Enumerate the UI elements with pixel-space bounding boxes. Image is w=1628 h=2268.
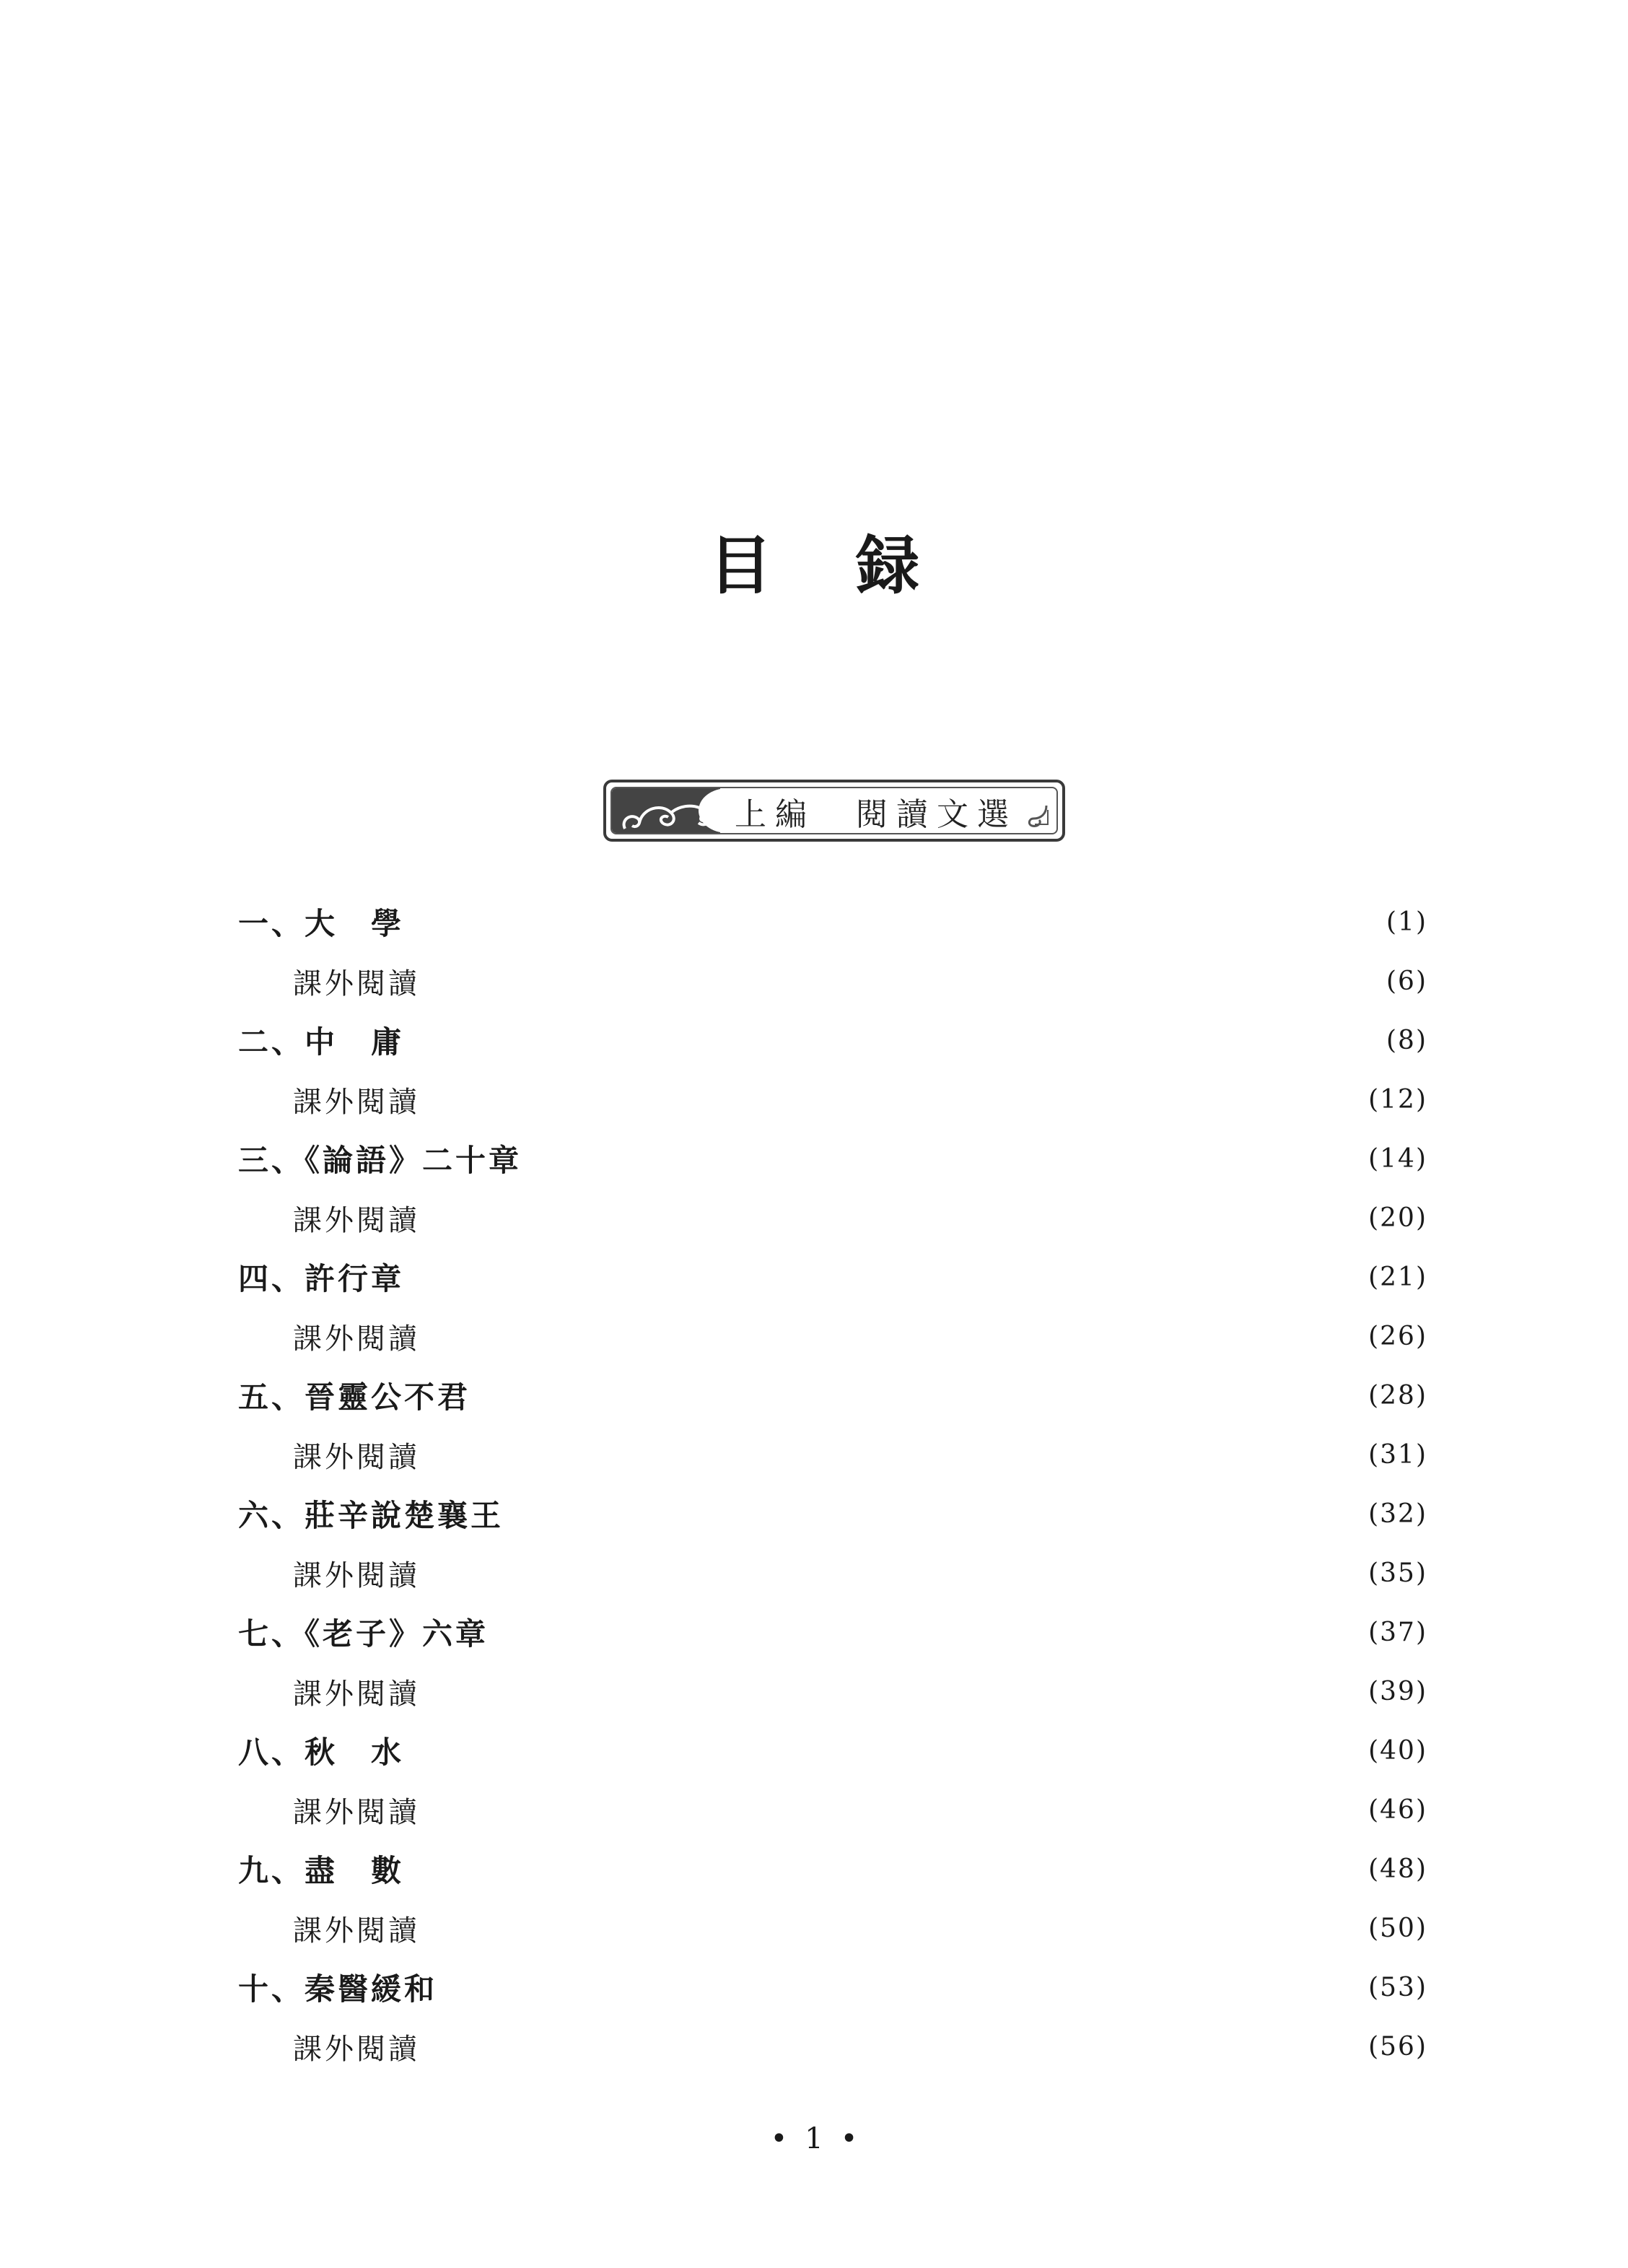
footer-bullet: • bbox=[770, 2122, 788, 2155]
page-footer bbox=[0, 2122, 1628, 2155]
toc-entry-title: 課外閱讀 bbox=[293, 1440, 420, 1474]
toc-entry[interactable] bbox=[238, 1898, 1427, 1958]
toc-entry[interactable] bbox=[238, 1247, 1427, 1307]
dot-leader bbox=[546, 1144, 1351, 1173]
title-char: 録 bbox=[856, 528, 920, 603]
dot-leader bbox=[428, 1262, 1351, 1291]
toc-entry-title: 二、中 庸 bbox=[238, 1024, 405, 1060]
dot-leader bbox=[430, 1322, 1351, 1351]
toc-entry-title: 六、莊辛說楚襄王 bbox=[238, 1498, 517, 1533]
toc-page-number: (20) bbox=[1368, 1203, 1427, 1233]
toc-entry[interactable] bbox=[238, 1780, 1427, 1839]
toc-page-number: (12) bbox=[1368, 1084, 1427, 1115]
toc-entry-title: 課外閱讀 bbox=[293, 2032, 420, 2066]
dot-leader bbox=[430, 1085, 1351, 1114]
toc-entry[interactable] bbox=[238, 1188, 1427, 1247]
dot-leader bbox=[414, 907, 1351, 936]
toc-entry[interactable] bbox=[238, 1602, 1427, 1662]
dot-leader bbox=[461, 1973, 1351, 2002]
toc-entry[interactable] bbox=[238, 1839, 1427, 1898]
dot-leader bbox=[528, 1499, 1351, 1528]
toc-page-number: (14) bbox=[1368, 1143, 1427, 1174]
toc-entry-title: 八、秋 水 bbox=[238, 1735, 418, 1770]
banner-frame bbox=[610, 787, 1058, 834]
toc-page-number: (1) bbox=[1386, 907, 1427, 937]
toc-page-number: (39) bbox=[1368, 1676, 1427, 1706]
toc-entry-title: 課外閱讀 bbox=[293, 1914, 420, 1948]
toc-entry[interactable] bbox=[238, 1425, 1427, 1484]
dot-leader bbox=[430, 1440, 1351, 1469]
dot-leader bbox=[428, 1854, 1351, 1883]
toc-entry[interactable] bbox=[238, 1662, 1427, 1721]
dot-leader bbox=[430, 1203, 1351, 1232]
page-title bbox=[0, 525, 1628, 605]
toc-entry-title: 九、盡 數 bbox=[238, 1853, 418, 1888]
toc-entry-title: 五、晉靈公不君 bbox=[238, 1379, 484, 1415]
toc-entry-title: 四、許行章 bbox=[238, 1261, 418, 1296]
dot-leader bbox=[414, 1026, 1351, 1055]
toc-entry-title: 課外閱讀 bbox=[293, 1795, 420, 1829]
toc-page-number: (37) bbox=[1368, 1617, 1427, 1647]
dot-leader bbox=[428, 1736, 1351, 1765]
toc-entry[interactable] bbox=[238, 1011, 1427, 1070]
dot-leader bbox=[430, 1914, 1351, 1942]
toc-entry-title: 十、秦醫緩和 bbox=[238, 1971, 451, 2007]
dot-leader bbox=[512, 1618, 1351, 1647]
toc-entry[interactable] bbox=[238, 1307, 1427, 1366]
toc-entry-title: 一、大 學 bbox=[238, 906, 405, 941]
dot-leader bbox=[430, 1677, 1351, 1706]
toc-page-number: (28) bbox=[1368, 1380, 1427, 1410]
toc-entry[interactable] bbox=[238, 951, 1427, 1011]
toc-entry-title: 課外閱讀 bbox=[293, 1203, 420, 1237]
section-banner bbox=[603, 780, 1065, 842]
section-label: 上編 閱讀文選 bbox=[735, 796, 1017, 833]
toc-entry[interactable] bbox=[238, 1484, 1427, 1543]
toc-entry[interactable] bbox=[238, 2017, 1427, 2076]
toc-page-number: (53) bbox=[1368, 1972, 1427, 2002]
dot-leader bbox=[430, 1795, 1351, 1824]
toc-page-number: (50) bbox=[1368, 1913, 1427, 1943]
dot-leader bbox=[430, 1558, 1351, 1587]
toc-page-number: (56) bbox=[1368, 2031, 1427, 2062]
toc-entry[interactable] bbox=[238, 1366, 1427, 1425]
dot-leader bbox=[442, 967, 1351, 995]
toc-page-number: (46) bbox=[1368, 1794, 1427, 1825]
corner-scroll-icon bbox=[1025, 803, 1051, 829]
toc-entry-title: 七、《老子》六章 bbox=[238, 1616, 502, 1652]
toc-entry[interactable] bbox=[238, 1958, 1427, 2017]
toc-page-number: (35) bbox=[1368, 1558, 1427, 1588]
toc-page-number: (21) bbox=[1368, 1262, 1427, 1292]
toc-page-number: (26) bbox=[1368, 1321, 1427, 1351]
title-char: 目 bbox=[708, 528, 772, 603]
dot-leader bbox=[494, 1381, 1351, 1410]
toc-page-number: (48) bbox=[1368, 1854, 1427, 1884]
toc-entry-title: 三、《論語》二十章 bbox=[238, 1143, 535, 1178]
table-of-contents bbox=[238, 892, 1427, 2076]
toc-page-number: (32) bbox=[1368, 1499, 1427, 1529]
toc-page-number: (8) bbox=[1386, 1025, 1427, 1055]
toc-entry[interactable] bbox=[238, 1129, 1427, 1188]
toc-entry[interactable] bbox=[238, 1070, 1427, 1129]
toc-entry[interactable] bbox=[238, 1543, 1427, 1602]
toc-page-number: (6) bbox=[1386, 966, 1427, 996]
toc-entry-title: 課外閱讀 bbox=[293, 1322, 420, 1356]
toc-entry[interactable] bbox=[238, 892, 1427, 951]
toc-page-number: (31) bbox=[1368, 1439, 1427, 1470]
toc-entry-title: 課外閱讀 bbox=[293, 1085, 420, 1119]
toc-entry[interactable] bbox=[238, 1721, 1427, 1780]
cloud-swirl-icon bbox=[618, 794, 719, 837]
dot-leader bbox=[430, 2032, 1351, 2061]
toc-page-number: (40) bbox=[1368, 1735, 1427, 1766]
page-number: 1 bbox=[805, 2122, 823, 2155]
toc-entry-title: 課外閱讀 bbox=[293, 967, 432, 1000]
footer-bullet: • bbox=[840, 2122, 858, 2155]
toc-entry-title: 課外閱讀 bbox=[293, 1558, 420, 1592]
toc-entry-title: 課外閱讀 bbox=[293, 1677, 420, 1711]
